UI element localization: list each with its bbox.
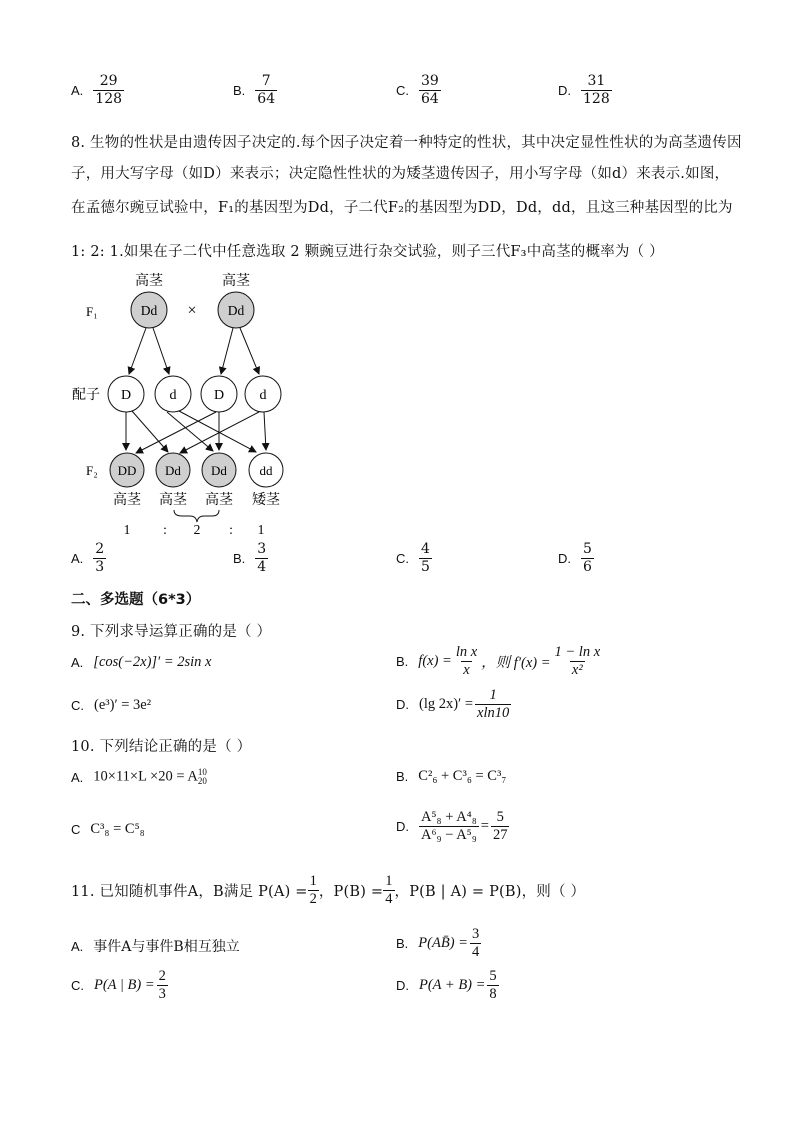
numerator: 3 bbox=[257, 541, 267, 557]
q7-option-b bbox=[233, 74, 277, 106]
denominator: 128 bbox=[583, 90, 610, 107]
q10-option-a bbox=[71, 768, 207, 786]
denominator: 64 bbox=[421, 90, 439, 107]
ratio-value: 1 bbox=[123, 522, 131, 537]
subscript: 20 bbox=[197, 776, 207, 786]
denominator: 8 bbox=[489, 986, 497, 1003]
denominator: 128 bbox=[95, 90, 123, 107]
equals: = bbox=[480, 818, 489, 835]
arrow bbox=[240, 328, 259, 374]
numerator: 5 bbox=[583, 541, 592, 557]
denominator: 4 bbox=[471, 944, 480, 961]
option-letter: D. bbox=[558, 550, 571, 566]
q9-option-d bbox=[396, 688, 511, 721]
q8-line-3: 在孟德尔豌豆试验中，F₁的基因型为Dd，子二代F₂的基因型为DD，Dd，dd，且这三种基因型的比为 bbox=[71, 200, 733, 216]
numerator: 4 bbox=[421, 541, 430, 557]
numerator: 31 bbox=[587, 73, 606, 89]
option-letter: C. bbox=[396, 82, 409, 98]
f1-label: F₁ bbox=[86, 304, 98, 319]
q8-option-c bbox=[396, 542, 432, 574]
gamete-d-lower: d bbox=[259, 388, 267, 403]
mendel-cross-diagram bbox=[72, 266, 316, 542]
q9-d-lhs: (lg 2x)′ = bbox=[419, 696, 474, 713]
denominator: 4 bbox=[257, 558, 267, 575]
fraction bbox=[419, 74, 441, 106]
f2-genotype-dd-upper: DD bbox=[117, 463, 137, 478]
q11-option-b bbox=[396, 927, 481, 960]
fraction bbox=[487, 969, 498, 1002]
q9-b-lhs: f(x) = bbox=[418, 653, 452, 670]
q10-c-expression: C³₈ = C⁵₈ bbox=[90, 821, 145, 837]
q11-d-lhs: P(A + B) = bbox=[419, 977, 486, 994]
option-letter: D. bbox=[558, 82, 571, 98]
q9-option-a bbox=[71, 654, 211, 671]
q9-c-expression: (e³)′ = 3e² bbox=[94, 697, 152, 713]
f2-trait: 高茎 bbox=[205, 493, 233, 508]
arrow bbox=[129, 328, 146, 374]
denominator: A⁶₉ − A⁵₉ bbox=[421, 827, 477, 844]
q10-option-d bbox=[396, 810, 509, 843]
fraction bbox=[491, 810, 510, 843]
fraction bbox=[553, 645, 603, 678]
q10-a-expression bbox=[93, 768, 207, 786]
q11-a-text: 事件A与事件B相互独立 bbox=[93, 939, 240, 955]
q9-a-expression: [cos(−2x)]′ = 2sin x bbox=[93, 654, 212, 670]
denominator: 5 bbox=[421, 558, 430, 575]
q11-stem-a: 11. 已知随机事件A，B满足 P(A) = bbox=[71, 884, 308, 901]
fraction bbox=[454, 645, 479, 678]
denominator: xln10 bbox=[477, 705, 510, 722]
superscript: 10 bbox=[197, 767, 207, 777]
f1-genotype-left: Dd bbox=[140, 303, 158, 318]
q7-option-c bbox=[396, 74, 441, 106]
f2-genotype-dd-lower: dd bbox=[259, 463, 273, 478]
q8-line-2: 子，用大写字母（如D）来表示；决定隐性性状的为矮茎遗传因子，用小写字母（如d）来表示.如图， bbox=[71, 166, 730, 182]
fraction bbox=[255, 542, 268, 574]
arrow bbox=[136, 412, 216, 453]
numerator: 3 bbox=[471, 926, 480, 942]
option-letter: B. bbox=[233, 82, 246, 98]
option-letter: A. bbox=[71, 938, 84, 954]
denominator: 2 bbox=[309, 891, 317, 908]
brace bbox=[174, 510, 219, 522]
fraction bbox=[581, 74, 612, 106]
fraction bbox=[470, 927, 481, 960]
numerator: 1 bbox=[385, 873, 393, 889]
denominator: 3 bbox=[158, 986, 166, 1003]
option-letter: A. bbox=[71, 769, 84, 785]
ratio-value: 1 bbox=[257, 522, 265, 537]
q11-option-c bbox=[71, 969, 168, 1002]
numerator: A⁵₈ + A⁴₈ bbox=[421, 809, 477, 825]
option-letter: D. bbox=[396, 697, 409, 713]
option-letter: B. bbox=[396, 769, 409, 784]
option-letter: B. bbox=[396, 654, 409, 670]
option-letter: A. bbox=[71, 550, 84, 566]
f1-trait-right: 高茎 bbox=[222, 274, 250, 289]
q11-b-lhs: P(AB̄) = bbox=[418, 935, 468, 952]
arrow bbox=[167, 412, 213, 451]
f2-genotype-dd-mixed: Dd bbox=[165, 463, 181, 478]
fraction bbox=[581, 542, 594, 574]
denominator: 64 bbox=[257, 90, 276, 107]
numerator: 5 bbox=[489, 968, 497, 984]
fraction bbox=[383, 874, 394, 907]
q9-option-b bbox=[396, 645, 602, 678]
q11-stem-b: ，P(B) = bbox=[318, 884, 384, 901]
f1-trait-left: 高茎 bbox=[135, 274, 163, 289]
denominator: x bbox=[463, 662, 470, 679]
q7-option-a bbox=[71, 74, 124, 106]
q7-option-d bbox=[558, 74, 612, 106]
q8-line-1: 8. 生物的性状是由遗传因子决定的.每个因子决定着一种特定的性状，其中决定显性性状的为高茎遗传因 bbox=[71, 135, 742, 151]
option-letter: B. bbox=[396, 936, 409, 952]
f2-label: F₂ bbox=[86, 463, 98, 478]
gamete-d-upper: D bbox=[120, 388, 132, 403]
q9-stem: 9. 下列求导运算正确的是（ ） bbox=[71, 624, 272, 640]
fraction bbox=[308, 874, 319, 907]
fraction bbox=[419, 810, 479, 843]
numerator: 2 bbox=[158, 968, 166, 984]
f2-trait: 高茎 bbox=[113, 493, 141, 508]
denominator: 27 bbox=[492, 827, 508, 844]
fraction bbox=[419, 542, 432, 574]
ratio-colon: : bbox=[229, 522, 233, 537]
fraction bbox=[93, 542, 106, 574]
option-letter: C. bbox=[71, 698, 84, 713]
q11-c-lhs: P(A | B) = bbox=[94, 977, 155, 994]
fraction bbox=[157, 969, 168, 1002]
numerator: 1 bbox=[309, 873, 317, 889]
arrow bbox=[153, 328, 169, 374]
gamete-d-lower: d bbox=[169, 388, 177, 403]
q11-stem bbox=[71, 874, 585, 907]
numerator: 29 bbox=[99, 73, 118, 89]
option-letter: C. bbox=[71, 978, 84, 994]
denominator: 3 bbox=[95, 558, 105, 575]
option-letter: C. bbox=[396, 550, 409, 566]
denominator: 6 bbox=[583, 558, 592, 575]
f2-genotype-dd-mixed: Dd bbox=[211, 463, 227, 478]
q10-option-b bbox=[396, 768, 506, 785]
denominator: x² bbox=[571, 662, 583, 679]
q9-b-mid: ，则 f′(x) = bbox=[481, 655, 551, 672]
numerator: 2 bbox=[95, 541, 105, 557]
denominator: 4 bbox=[385, 891, 393, 908]
q10-b-expression: C²₆ + C³₆ = C³₇ bbox=[418, 768, 507, 784]
q9-option-c bbox=[71, 697, 151, 714]
q8-line-4: 1: 2: 1.如果在子二代中任意选取 2 颗豌豆进行杂交试验，则子三代F₃中高茎的概率为（ ） bbox=[71, 244, 664, 260]
q8-option-d bbox=[558, 542, 594, 574]
q8-option-a bbox=[71, 542, 106, 574]
gamete-d-upper: D bbox=[213, 388, 225, 403]
numerator: 1 bbox=[489, 687, 497, 703]
q10-stem: 10. 下列结论正确的是（ ） bbox=[71, 739, 252, 755]
numerator: 7 bbox=[261, 73, 271, 89]
option-letter: D. bbox=[396, 819, 409, 835]
f2-trait: 矮茎 bbox=[252, 493, 280, 508]
f2-trait: 高茎 bbox=[159, 493, 187, 508]
fraction bbox=[255, 74, 277, 106]
option-letter: D. bbox=[396, 978, 409, 994]
arrow bbox=[221, 328, 233, 374]
fraction bbox=[475, 688, 511, 721]
numerator: 39 bbox=[421, 73, 439, 89]
gamete-label: 配子 bbox=[72, 388, 100, 403]
q10-a-scripts bbox=[198, 768, 207, 786]
numerator: 5 bbox=[496, 809, 504, 825]
ratio-value: 2 bbox=[193, 522, 201, 537]
option-letter: C bbox=[71, 822, 81, 837]
f1-genotype-right: Dd bbox=[227, 303, 245, 318]
q11-option-d bbox=[396, 969, 499, 1002]
option-letter: A. bbox=[71, 655, 84, 670]
option-letter: B. bbox=[233, 550, 246, 566]
numerator: 1 − ln x bbox=[554, 644, 601, 660]
option-letter: A. bbox=[71, 82, 84, 98]
ratio-colon: : bbox=[163, 522, 167, 537]
q11-option-a bbox=[71, 936, 240, 956]
cross-symbol: × bbox=[187, 302, 197, 319]
q10-option-c bbox=[71, 821, 145, 838]
section-heading: 二、多选题（6*3） bbox=[71, 592, 201, 608]
q11-stem-c: ，P(B | A) = P(B)，则（ ） bbox=[394, 884, 586, 901]
fraction bbox=[93, 74, 124, 106]
q8-option-b bbox=[233, 542, 268, 574]
arrow bbox=[264, 412, 266, 450]
numerator: ln x bbox=[455, 644, 478, 660]
q10-a-base: 10×11×L ×20 = A bbox=[93, 768, 198, 785]
